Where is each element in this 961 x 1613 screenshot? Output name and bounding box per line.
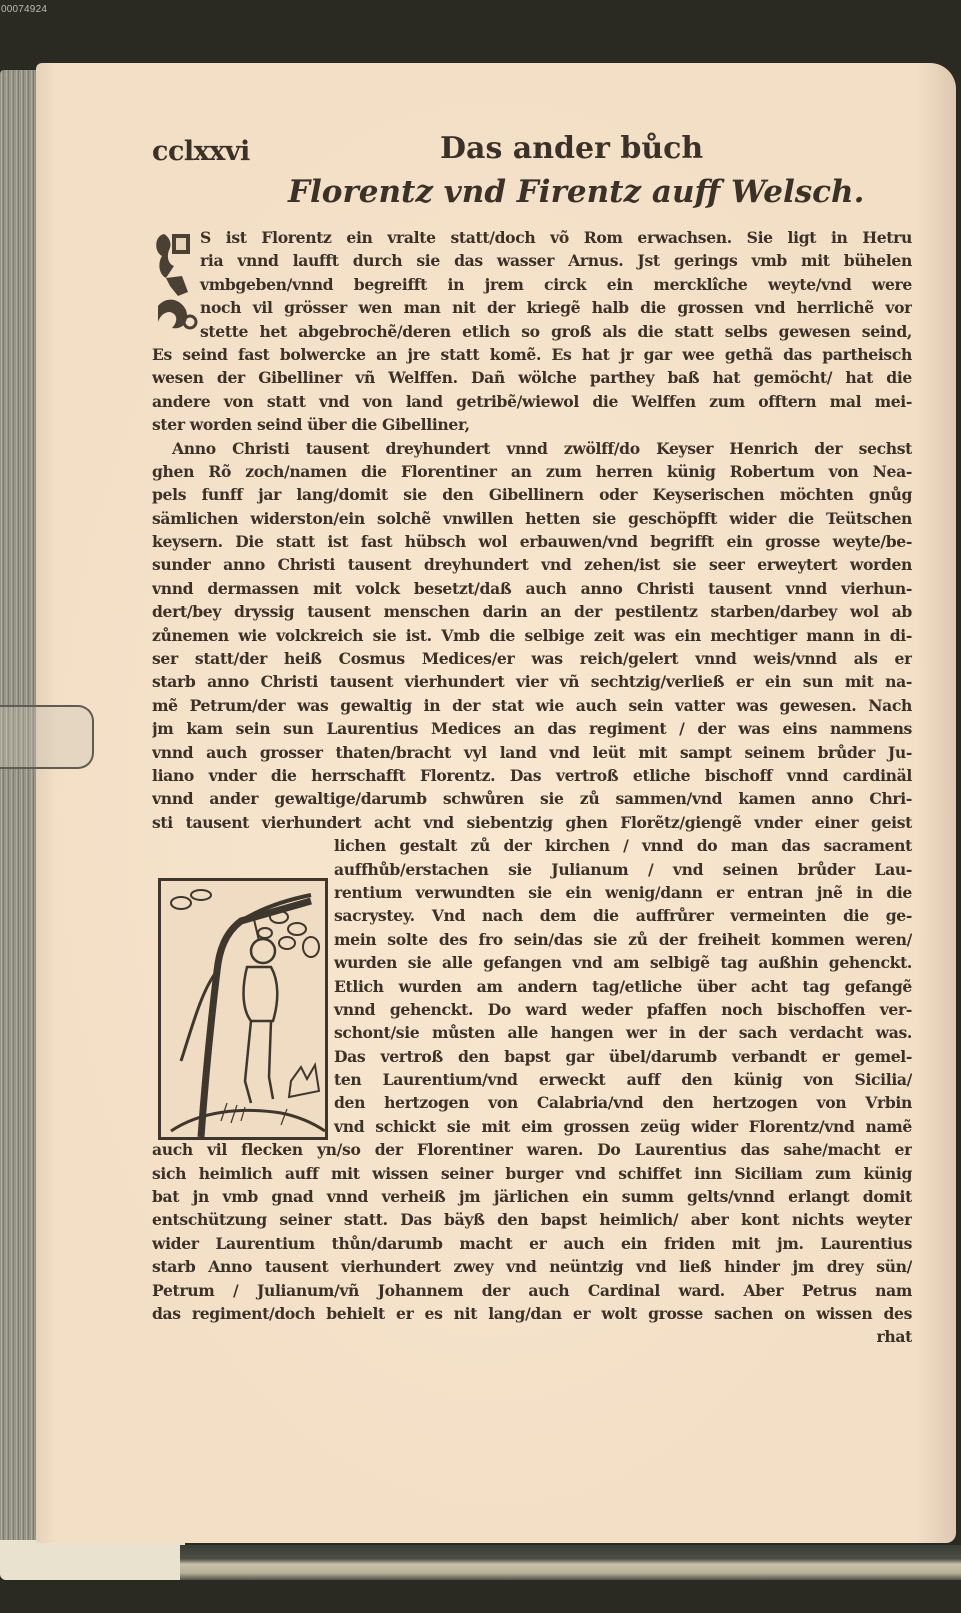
- text-line: sti tausent vierhundert acht vnd siebentzig ghen Florẽtz/giengẽ vnder einer geist: [152, 812, 912, 832]
- running-head: Das ander bůch: [440, 131, 704, 166]
- text-line: stette het abgebrochẽ/deren etlich so groß als die statt selbs gewesen seind,: [200, 321, 912, 341]
- text-line: dert/bey dryssig tausent menschen darin an der pestilentz starben/darbey wol ab: [152, 602, 912, 622]
- text-line: zůnemen wie volckreich sie ist. Vmb die selbige zeit was ein mechtiger mann in di-: [152, 625, 912, 645]
- text-line: sich heimlich auff mit wissen seiner burger vnd schiffet inn Siciliam zum künig: [152, 1163, 912, 1183]
- text-line: starb Anno tausent vierhundert zwey vnd neüntzig vnd ließ hinder jm drey sün/: [152, 1257, 912, 1277]
- text-line: auch vil flecken yn/so der Florentiner waren. Do Laurentius das sahe/macht er: [152, 1140, 912, 1160]
- scan-id-label: 00074924: [1, 4, 48, 15]
- text-line: bat jn vmb gnad vnnd verheiß jm järlichen ein summ gelts/vnnd erlangt domit: [152, 1187, 912, 1207]
- text-line: jm kam sein sun Laurentius Medices an das regiment / der was eins nammens: [152, 719, 912, 739]
- text-line: Anno Christi tausent dreyhundert vnnd zwölff/do Keyser Henrich der sechst: [172, 438, 912, 458]
- text-line: ghen Rõ zoch/namen die Florentiner an zum herren künig Robertum von Nea-: [152, 461, 912, 481]
- catchword: rhat: [876, 1327, 912, 1347]
- text-line: vnd schickt sie mit eim grossen zeüg wider Florentz/vnd namẽ: [334, 1116, 912, 1136]
- text-line: starb anno Christi tausent vierhundert vier vñ sechtzig/verließ er ein sun mit na-: [152, 672, 912, 692]
- text-line: liano vnder die herrschafft Florentz. Das vertroß etliche bischoff vnnd cardinäl: [152, 765, 912, 785]
- text-line: Petrum / Julianum/vñ Johannem der auch Cardinal ward. Aber Petrus nam: [152, 1280, 912, 1300]
- text-line: mein solte des fro sein/das sie zů der freiheit kommen weren/: [334, 929, 912, 949]
- text-line: lichen gestalt zů der kirchen / vnnd do man das sacrament: [334, 836, 912, 856]
- text-line: wider Laurentium thůn/darumb macht er auch ein friden mit jm. Laurentius: [152, 1233, 912, 1253]
- text-line: noch vil grösser wen man nit der kriegẽ halb die grossen vnd herrlichẽ vor: [200, 298, 912, 318]
- book-bottom-edge: [180, 1545, 961, 1580]
- text-line: vmbgeben/vnnd begreifft in jrem circk ein mercklîche weyte/vnd were: [200, 274, 912, 294]
- text-line: ser statt/der heiß Cosmus Medices/er was reich/gelert vnnd weis/vnnd als er: [152, 649, 912, 669]
- text-line: vnnd gehenckt. Do ward weder pfaffen noch bischoffen ver-: [334, 999, 912, 1019]
- text-line: ria vnnd laufft durch sie das wasser Arnus. Jst gerings vmb mit bühelen: [200, 251, 912, 271]
- text-line: auffhůb/erstachen sie Julianum / vnd seinen brůder Lau-: [334, 859, 912, 879]
- body-text: [152, 226, 912, 1349]
- text-line: ster worden seind über die Gibelliner,: [152, 415, 470, 435]
- text-line: Das vertroß den bapst gar übel/darumb verbandt er gemel-: [334, 1046, 912, 1066]
- text-line: wurden sie alle gefangen vnd am selbigẽ tag außhin gehenckt.: [334, 953, 912, 973]
- text-line: sunder anno Christi tausent dreyhundert vnd zehen/ist sie seer erweytert worden: [152, 555, 912, 575]
- text-line: andere von statt vnd von land getribẽ/wiewol die Welffen zum offtern mal mei-: [152, 391, 912, 411]
- text-line: vnnd dermassen mit volck besetzt/daß auch anno Christi tausent vnnd vierhun-: [152, 578, 912, 598]
- text-line: pels funff jar lang/domit sie den Gibellinern oder Keyserischen möchten gnůg: [152, 485, 912, 505]
- text-line: rentium verwundten sie ein wenig/dann er entran jnẽ in die: [334, 882, 912, 902]
- text-line: vnnd ander gewaltige/darumb schwůren sie zů sammen/vnd kamen anno Chri-: [152, 789, 912, 809]
- text-line: schont/sie můsten alle hangen wer in der sach verdacht was.: [334, 1023, 912, 1043]
- text-line: Es seind fast bolwercke an jre statt komẽ. Es hat jr gar wee gethã das partheisch: [152, 344, 912, 364]
- text-line: vnnd auch grosser thaten/bracht vyl land vnd leüt mit sampt seinem brůder Ju-: [152, 742, 912, 762]
- page-stack-corner: [0, 1540, 185, 1580]
- text-line: mẽ Petrum/der was gewaltig in der stat wie auch sein vatter was gewesen. Nach: [152, 695, 912, 715]
- page-clip-holder: [0, 705, 94, 769]
- text-line: das regiment/doch behielt er es nit lang/dan er wolt grosse sachen on wissen des: [152, 1303, 912, 1323]
- text-line: Etlich wurden am andern tag/etliche über acht tag gefangẽ: [334, 976, 912, 996]
- folio-number: cclxxvi: [152, 136, 250, 167]
- text-line: wesen der Gibelliner vñ Welffen. Dañ wölche parthey baß hat gemöcht/ hat die: [152, 368, 912, 388]
- text-line: sacrystey. Vnd nach dem die auffrůrer vermeinten die ge-: [334, 906, 912, 926]
- text-line: ten Laurentium/vnd erweckt auff den künig von Sicilia/: [334, 1070, 912, 1090]
- text-line: entschützung seiner statt. Das bäyß den bapst heimlich/ aber kont nichts weyter: [152, 1210, 912, 1230]
- text-line: den hertzogen von Calabria/vnd den hertzogen von Vrbin: [334, 1093, 912, 1113]
- text-line: S ist Florentz ein vralte statt/doch võ Rom erwachsen. Sie ligt in Hetru: [200, 228, 912, 247]
- text-line: sämlichen widerston/ein solchẽ vnwillen hetten sie geschöpfft wider die Teütschen: [152, 508, 912, 528]
- chapter-title: Florentz vnd Firentz auff Welsch.: [288, 174, 865, 210]
- text-line: keysern. Die statt ist fast hübsch wol erbauwen/vnd begrifft ein grosse weyte/be-: [152, 532, 912, 552]
